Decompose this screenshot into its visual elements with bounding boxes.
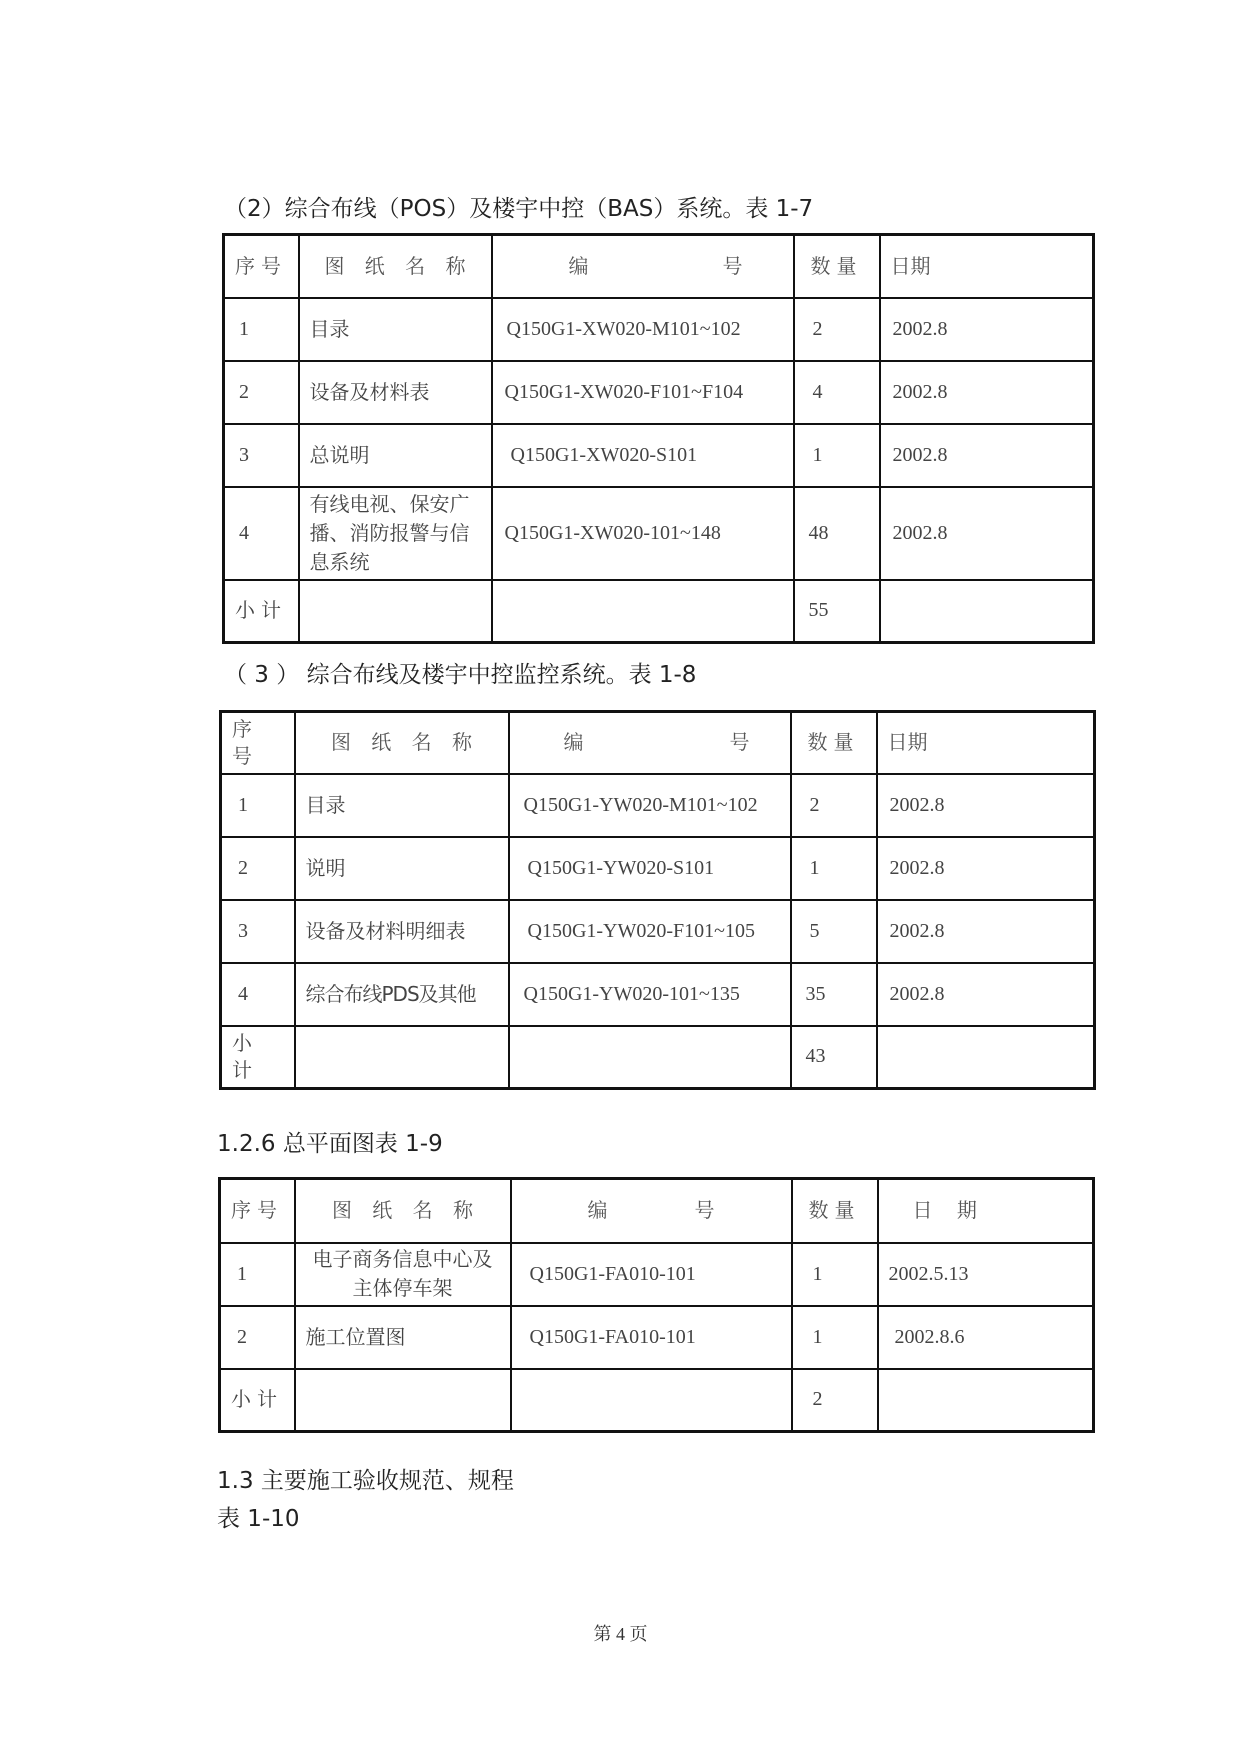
cell-date: 2002.8 <box>877 774 1095 837</box>
cell-seq: 1 <box>224 298 299 361</box>
cell-date: 2002.5.13 <box>878 1243 1094 1306</box>
subtotal-qty: 2 <box>792 1369 878 1432</box>
cell-empty <box>295 1026 509 1089</box>
cell-qty: 1 <box>791 837 877 900</box>
cell-code: Q150G1-FA010-101 <box>511 1243 792 1306</box>
cell-empty <box>880 580 1094 643</box>
header-code-left: 编 <box>563 730 584 755</box>
cell-name: 说明 <box>295 837 509 900</box>
table-header-row <box>221 712 1095 774</box>
table-row <box>221 774 1095 837</box>
cell-code: Q150G1-XW020-F101~F104 <box>492 361 794 424</box>
cell-qty: 2 <box>794 298 880 361</box>
table-1-9-caption: 1.2.6 总平面图表 1-9 <box>217 1131 443 1157</box>
cell-code: Q150G1-YW020-M101~102 <box>509 774 791 837</box>
subtotal-row <box>220 1369 1094 1432</box>
header-name: 图 纸 名 称 <box>299 235 492 298</box>
cell-seq: 2 <box>221 837 295 900</box>
header-name: 图 纸 名 称 <box>295 712 509 774</box>
table-row <box>224 487 1094 580</box>
table-row <box>224 424 1094 487</box>
cell-name: 总说明 <box>299 424 492 487</box>
cell-qty: 1 <box>794 424 880 487</box>
cell-name: 电子商务信息中心及主体停车架 <box>295 1243 511 1306</box>
header-date: 日期 <box>880 235 1094 298</box>
subtotal-row <box>224 580 1094 643</box>
subtotal-label: 小计 <box>224 580 299 643</box>
cell-qty: 1 <box>792 1243 878 1306</box>
header-code-left: 编 <box>587 1198 608 1223</box>
table-1-7-caption: （2）综合布线（POS）及楼宇中控（BAS）系统。表 1-7 <box>224 196 814 222</box>
cell-name: 设备及材料明细表 <box>295 900 509 963</box>
cell-code: Q150G1-XW020-M101~102 <box>492 298 794 361</box>
cell-code: Q150G1-YW020-S101 <box>509 837 791 900</box>
header-code-right: 号 <box>722 253 743 278</box>
table-row <box>221 900 1095 963</box>
header-date: 日 期 <box>878 1179 1094 1243</box>
cell-date: 2002.8 <box>880 487 1094 580</box>
cell-date: 2002.8 <box>877 837 1095 900</box>
cell-seq: 3 <box>221 900 295 963</box>
header-code <box>509 712 791 774</box>
subtotal-label: 小计 <box>221 1026 295 1089</box>
page-footer: 第 4 页 <box>593 1624 648 1644</box>
cell-seq: 4 <box>221 963 295 1026</box>
cell-empty <box>295 1369 511 1432</box>
header-code-right: 号 <box>694 1198 715 1223</box>
table-1-8 <box>219 710 1096 1090</box>
cell-seq: 4 <box>224 487 299 580</box>
header-code <box>492 235 794 298</box>
cell-empty <box>509 1026 791 1089</box>
cell-date: 2002.8 <box>877 963 1095 1026</box>
cell-seq: 1 <box>221 774 295 837</box>
cell-date: 2002.8 <box>880 361 1094 424</box>
table-1-10-caption: 表 1-10 <box>217 1506 300 1532</box>
cell-empty <box>511 1369 792 1432</box>
cell-qty: 2 <box>791 774 877 837</box>
cell-code: Q150G1-YW020-F101~105 <box>509 900 791 963</box>
table-row <box>220 1243 1094 1306</box>
cell-date: 2002.8 <box>880 424 1094 487</box>
subtotal-row <box>221 1026 1095 1089</box>
subtotal-label: 小计 <box>220 1369 295 1432</box>
header-code <box>511 1179 792 1243</box>
table-row <box>224 361 1094 424</box>
cell-code: Q150G1-XW020-S101 <box>492 424 794 487</box>
cell-qty: 35 <box>791 963 877 1026</box>
cell-empty <box>299 580 492 643</box>
cell-code: Q150G1-YW020-101~135 <box>509 963 791 1026</box>
header-name: 图 纸 名 称 <box>295 1179 511 1243</box>
cell-seq: 2 <box>220 1306 295 1369</box>
table-row <box>221 837 1095 900</box>
cell-empty <box>877 1026 1095 1089</box>
table-header-row <box>220 1179 1094 1243</box>
cell-empty <box>878 1369 1094 1432</box>
cell-seq: 3 <box>224 424 299 487</box>
table-row <box>221 963 1095 1026</box>
cell-code: Q150G1-XW020-101~148 <box>492 487 794 580</box>
cell-name: 目录 <box>295 774 509 837</box>
header-qty: 数量 <box>792 1179 878 1243</box>
cell-date: 2002.8.6 <box>878 1306 1094 1369</box>
header-seq: 序号 <box>224 235 299 298</box>
cell-qty: 48 <box>794 487 880 580</box>
cell-name: 设备及材料表 <box>299 361 492 424</box>
cell-name: 目录 <box>299 298 492 361</box>
table-row <box>220 1306 1094 1369</box>
cell-date: 2002.8 <box>880 298 1094 361</box>
header-qty: 数量 <box>794 235 880 298</box>
subtotal-qty: 55 <box>794 580 880 643</box>
subtotal-qty: 43 <box>791 1026 877 1089</box>
section-1-3-heading: 1.3 主要施工验收规范、规程 <box>217 1468 514 1494</box>
cell-code: Q150G1-FA010-101 <box>511 1306 792 1369</box>
cell-name: 施工位置图 <box>295 1306 511 1369</box>
cell-qty: 4 <box>794 361 880 424</box>
cell-date: 2002.8 <box>877 900 1095 963</box>
header-code-left: 编 <box>568 253 589 278</box>
table-header-row <box>224 235 1094 298</box>
header-seq: 序号 <box>220 1179 295 1243</box>
header-seq: 序号 <box>221 712 295 774</box>
cell-name: 综合布线PDS及其他 <box>295 963 509 1026</box>
cell-empty <box>492 580 794 643</box>
cell-name: 有线电视、保安广播、消防报警与信息系统 <box>299 487 492 580</box>
cell-seq: 2 <box>224 361 299 424</box>
table-1-8-caption: （ 3 ） 综合布线及楼宇中控监控系统。表 1-8 <box>224 662 697 688</box>
cell-qty: 1 <box>792 1306 878 1369</box>
header-qty: 数量 <box>791 712 877 774</box>
table-row <box>224 298 1094 361</box>
table-1-7 <box>222 233 1095 644</box>
cell-seq: 1 <box>220 1243 295 1306</box>
header-code-right: 号 <box>729 730 750 755</box>
cell-qty: 5 <box>791 900 877 963</box>
header-date: 日期 <box>877 712 1095 774</box>
table-1-9 <box>218 1177 1095 1433</box>
